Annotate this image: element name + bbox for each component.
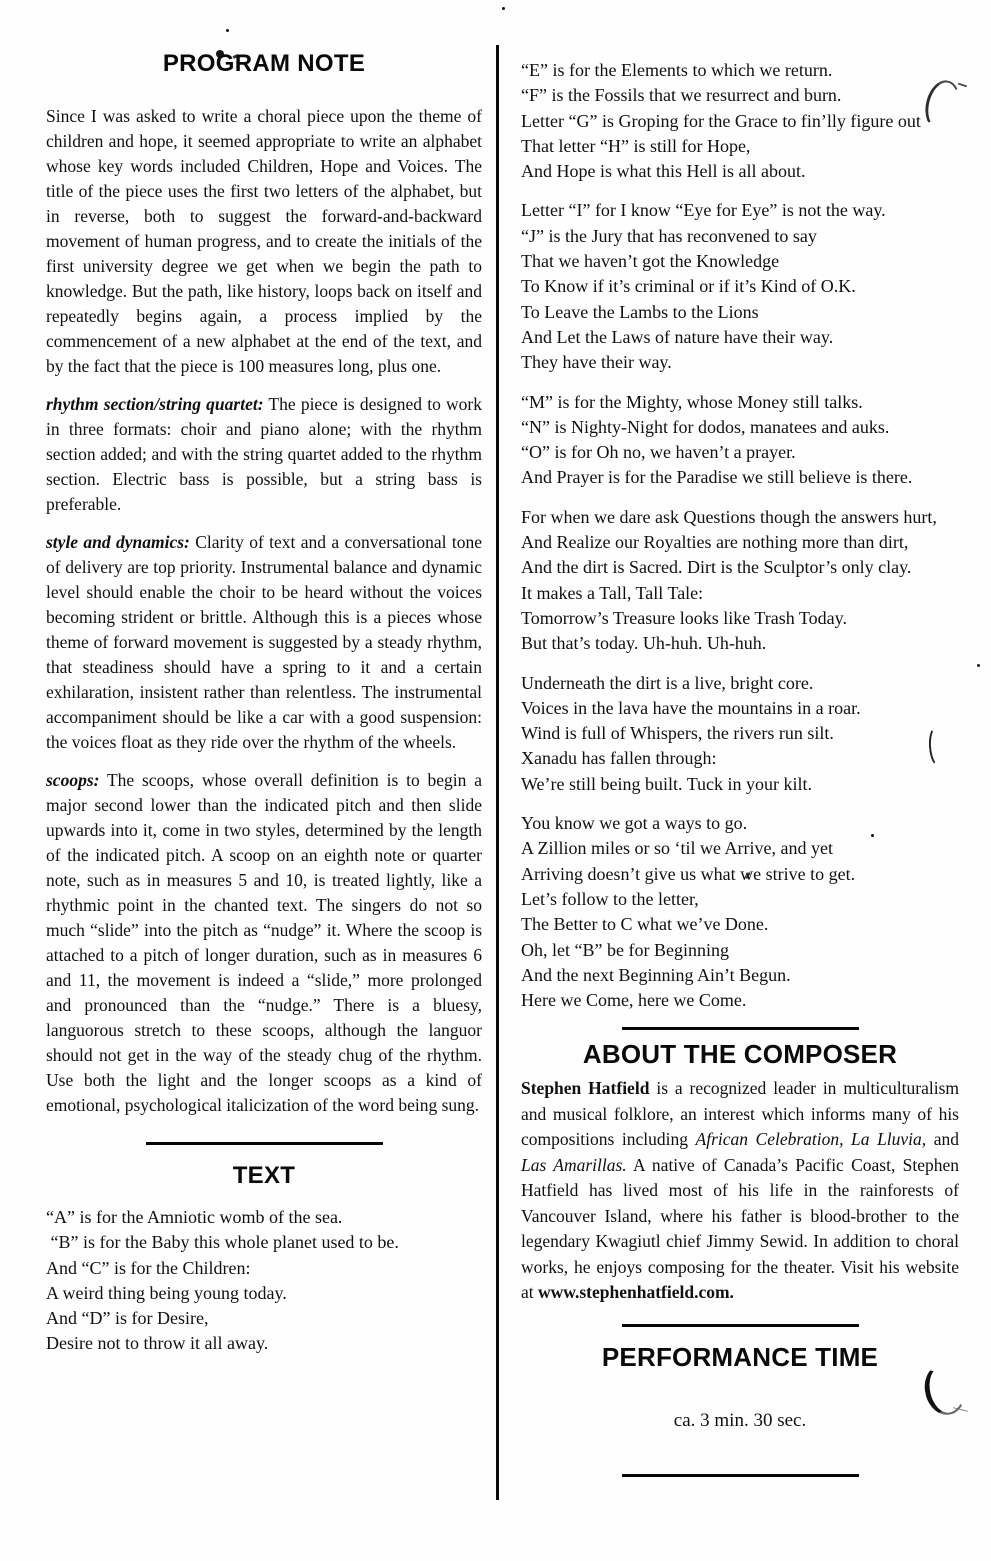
section-rule — [622, 1324, 859, 1327]
lyrics-stanza-mno — [521, 390, 959, 491]
lyric-line: But that’s today. Uh-huh. Uh-huh. — [521, 633, 767, 654]
lyric-line: Desire not to throw it all away. — [46, 1333, 269, 1354]
lyric-line: A Zillion miles or so ‘til we Arrive, and yet — [521, 838, 833, 859]
lyrics-stanza-ij — [521, 198, 959, 375]
paragraph-lead: style and dynamics: — [46, 532, 190, 552]
lyric-line: Here we Come, here we Come. — [521, 990, 747, 1011]
paragraph-body: The piece is designed to work in three formats: choir and piano alone; with the rhythm section added; and with the string quartet added to the rhythm section. Electric bass is possible, but a string bass is preferable. — [46, 394, 483, 514]
section-rule — [622, 1027, 859, 1030]
lyric-line: Xanadu has fallen through: — [521, 748, 717, 769]
lyric-line: They have their way. — [521, 352, 672, 373]
lyric-line: And the next Beginning Ain’t Begun. — [521, 964, 791, 985]
column-divider-line — [496, 45, 499, 1500]
lyric-line: “M” is for the Mighty, whose Money still talks. — [521, 391, 863, 412]
lyric-line: Voices in the lava have the mountains in a roar. — [521, 697, 861, 718]
bio-segment: Stephen Hatfield — [521, 1078, 650, 1099]
bio-segment: Las Amarillas. — [521, 1154, 627, 1175]
about-composer-title: ABOUT THE COMPOSER — [582, 1039, 898, 1070]
lyric-line: And Prayer is for the Paradise we still believe is there. — [521, 467, 913, 488]
right-column — [521, 58, 959, 1477]
lyrics-stanza-youknow — [521, 811, 959, 1013]
lyric-line: Tomorrow’s Treasure looks like Trash Today. — [521, 607, 847, 628]
lyric-line: That we haven’t got the Knowledge — [521, 251, 780, 272]
lyric-line: And “C” is for the Children: — [46, 1257, 251, 1278]
scan-artifact-tick — [958, 83, 967, 88]
paragraph-lead: scoops: — [46, 770, 100, 790]
lyric-line: For when we dare ask Questions though the answers hurt, — [521, 506, 937, 527]
section-rule — [146, 1142, 383, 1145]
performance-time-title: PERFORMANCE TIME — [601, 1341, 879, 1372]
program-note-paragraph-2 — [46, 392, 482, 517]
text-section-lines — [46, 1205, 482, 1357]
bio-segment: www.stephenhatfield.com. — [538, 1282, 734, 1303]
lyric-line: The Better to C what we’ve Done. — [521, 914, 769, 935]
program-note-paragraph-1: Since I was asked to write a choral piece upon the theme of children and hope, it seemed appropriate to write an alphabet whose key words included Children, Hope and Voices. The title of the piece uses the first two letters of the alphabet, but in reverse, both to suggest the forward-and-backward movement of human progress, and to create the initials of the first university degree we get when we begin the path to knowledge. But the path, like history, loops back on itself and repeatedly begins again, a process implied by the commencement of a new alphabet at the end of the text, and by the fact that the piece is 100 measures long, plus one. — [46, 106, 482, 376]
lyric-line: “F” is the Fossils that we resurrect and burn. — [521, 85, 842, 106]
bio-segment: African Celebration, La Lluvia, — [695, 1129, 927, 1150]
lyric-line: “A” is for the Amniotic womb of the sea. — [46, 1207, 343, 1227]
scan-artifact-dot — [226, 29, 229, 32]
paragraph-lead: rhythm section/string quartet: — [46, 394, 264, 414]
lyrics-stanza-questions — [521, 505, 959, 657]
lyric-line: Letter “I” for I know “Eye for Eye” is not the way. — [521, 200, 886, 221]
scan-artifact-dot — [977, 664, 980, 667]
lyric-line: You know we got a ways to go. — [521, 813, 748, 834]
lyric-line: A weird thing being young today. — [46, 1282, 287, 1303]
lyric-line: “B” is for the Baby this whole planet used to be. — [46, 1232, 399, 1253]
lyric-line: That letter “H” is still for Hope, — [521, 135, 751, 156]
left-column — [46, 50, 482, 1357]
performance-duration: ca. 3 min. 30 sec. — [673, 1409, 807, 1431]
lyric-line: “O” is for Oh no, we haven’t a prayer. — [521, 442, 796, 463]
lyric-line: Underneath the dirt is a live, bright core. — [521, 672, 814, 693]
lyric-line: Arriving doesn’t give us what we strive to get. — [521, 863, 856, 884]
paragraph-body: The scoops, whose overall definition is to begin a major second lower than the indicated pitch and then slide upwards into it, come in two styles, determined by the length of the indicated pitch. A scoop on an eighth note or quarter note, such as in measures 5 and 10, is treated lightly, like a rhythmic point in the chanted text. The singers do not so much “slide” into the pitch as “nudge” it. Where the scoop is attached to a pitch of longer duration, such as in measures 6 and 11, the movement is indeed a “slide,” more prolonged and pronounced than the “nudge.” There is a bluesy, languorous stretch to these scoops, although the languor should not get in the way of the steady chug of the rhythm. Use both the light and the longer scoops as a kind of emotional, psychological italicization of the word being sung. — [46, 770, 482, 1115]
lyric-line: And “D” is for Desire, — [46, 1308, 209, 1329]
lyric-line: We’re still being built. Tuck in your kilt. — [521, 773, 813, 794]
lyric-line: It makes a Tall, Tall Tale: — [521, 582, 704, 603]
bio-segment: A native of Canada’s Pacific Coast, Stephen Hatfield has lived most of his life in the rainforests of Vancouver Island, where his father is blood-brother to the legendary Kwagiutl chief Jimmy Sewid. In addition to choral works, he enjoys composing for the theater. Visit his website at — [521, 1154, 959, 1303]
program-note-paragraph-4 — [46, 768, 482, 1118]
lyric-line: Wind is full of Whispers, the rivers run silt. — [521, 723, 834, 744]
program-note-paragraph-3 — [46, 530, 482, 755]
lyric-line: And Hope is what this Hell is all about. — [521, 161, 806, 182]
bio-segment: and — [926, 1129, 959, 1150]
program-note-title: PROGRAM NOTE — [162, 50, 366, 77]
lyric-line: And Realize our Royalties are nothing more than dirt, — [521, 532, 909, 553]
bio-segment: is a recognized leader in multiculturalism and musical folklore, an interest which informs many of his compositions including — [521, 1078, 960, 1150]
scan-artifact-dot — [502, 7, 505, 10]
text-section-title: TEXT — [232, 1162, 296, 1189]
lyric-line: Letter “G” is Groping for the Grace to fin’lly figure out — [521, 110, 921, 131]
lyric-line: “J” is the Jury that has reconvened to say — [521, 225, 817, 246]
composer-bio — [521, 1076, 959, 1306]
lyric-line: And the dirt is Sacred. Dirt is the Sculptor’s only clay. — [521, 557, 912, 578]
section-rule — [622, 1474, 859, 1477]
lyric-line: “E” is for the Elements to which we return. — [521, 60, 833, 80]
lyric-line: To Leave the Lambs to the Lions — [521, 301, 759, 322]
lyric-line: Oh, let “B” be for Beginning — [521, 939, 729, 960]
lyrics-stanza-underneath — [521, 671, 959, 797]
lyric-line: “N” is Nighty-Night for dodos, manatees and auks. — [521, 416, 890, 437]
lyric-line: Let’s follow to the letter, — [521, 888, 699, 909]
lyric-line: To Know if it’s criminal or if it’s Kind of O.K. — [521, 276, 856, 297]
lyric-line: And Let the Laws of nature have their way. — [521, 326, 834, 347]
paragraph-body: Clarity of text and a conversational tone of delivery are top priority. Instrumental balance and dynamic level should enable the choir to be heard without the voices becoming strident or brittle. Although this is a pieces whose theme of forward movement is suggested by a steady rhythm, that steadiness should have a spring to it and a certain exhilaration, insistent rather than relentless. The instrumental accompaniment should be like a car with a good suspension: the voices float as they ride over the rhythm of the wheels. — [46, 532, 482, 752]
lyrics-stanza-efgh — [521, 58, 959, 184]
